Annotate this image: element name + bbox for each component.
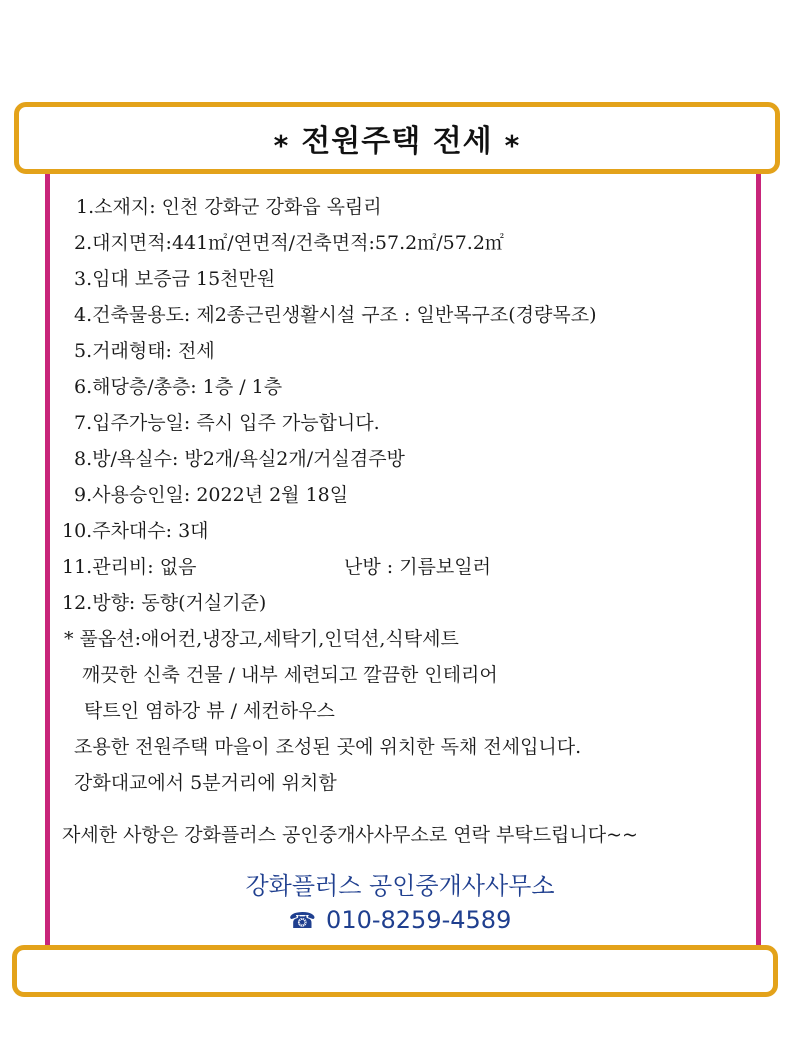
detail-area: 2.대지면적:441㎡/연면적/건축면적:57.2㎡/57.2㎡	[74, 232, 504, 254]
detail-deposit: 3.임대 보증금 15천만원	[74, 268, 276, 290]
page-title	[262, 116, 533, 160]
detail-move-in: 7.입주가능일: 즉시 입주 가능합니다.	[74, 412, 380, 434]
note-village: 조용한 전원주택 마을이 조성된 곳에 위치한 독채 전세입니다.	[74, 736, 582, 758]
detail-location: 1.소재지: 인천 강화군 강화읍 옥림리	[76, 196, 382, 218]
detail-building-use: 4.건축물용도: 제2종근린생활시설 구조 : 일반목구조(경량목조)	[74, 304, 597, 326]
phone-icon: ☎	[288, 909, 317, 934]
note-distance: 강화대교에서 5분거리에 위치함	[74, 772, 337, 794]
bottom-banner	[12, 945, 778, 997]
detail-rooms: 8.방/욕실수: 방2개/욕실2개/거실겸주방	[74, 448, 405, 470]
office-phone-number: 010-8259-4589	[326, 906, 512, 934]
detail-maintenance: 11.관리비: 없음	[62, 556, 197, 578]
note-building: 깨끗한 신축 건물 / 내부 세련되고 깔끔한 인테리어	[82, 664, 498, 686]
star-icon: *	[504, 129, 521, 162]
detail-parking: 10.주차대수: 3대	[62, 520, 209, 542]
detail-heating: 난방 : 기름보일러	[344, 556, 491, 578]
title-text: 전원주택 전세	[301, 124, 493, 159]
office-name: 강화플러스 공인중개사사무소	[245, 872, 555, 900]
office-phone-line	[0, 906, 800, 934]
detail-transaction-type: 5.거래형태: 전세	[74, 340, 215, 362]
note-view: 탁트인 염하강 뷰 / 세컨하우스	[84, 700, 335, 722]
detail-floor: 6.해당층/총층: 1층 / 1층	[74, 376, 283, 398]
detail-options: * 풀옵션:애어컨,냉장고,세탁기,인덕션,식탁세트	[64, 628, 459, 650]
closing-message: 자세한 사항은 강화플러스 공인중개사사무소로 연락 부탁드립니다~~	[62, 824, 638, 846]
detail-direction: 12.방향: 동향(거실기준)	[62, 592, 267, 614]
title-banner	[14, 102, 780, 174]
star-icon: *	[273, 129, 290, 162]
detail-approval-date: 9.사용승인일: 2022년 2월 18일	[74, 484, 349, 506]
